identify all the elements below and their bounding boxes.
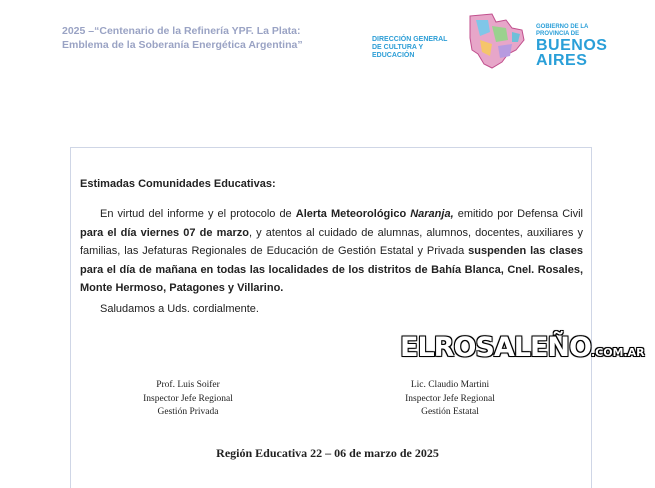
body-alert: Alerta Meteorológico: [295, 208, 411, 220]
letter-body: [80, 205, 583, 298]
signature-area: Gestión Privada: [157, 407, 219, 417]
letter-frame: [70, 147, 592, 488]
watermark-text: ELROSALEÑO: [400, 332, 591, 363]
body-text-1: En virtud del informe y el protocolo de: [100, 208, 296, 220]
body-date: para el día viernes 07 de marzo: [80, 226, 249, 239]
dgce-line-3: EDUCACIÓN: [372, 52, 415, 59]
header-motto: [62, 24, 342, 52]
signature-left: [118, 379, 258, 420]
gob-line-3: BUENOS: [536, 37, 608, 54]
greeting: Estimadas Comunidades Educativas:: [80, 178, 276, 190]
body-alert-level: Naranja,: [410, 208, 454, 220]
body-text-3: , y atentos al cuidado de alumnas, alumnos, docentes, auxiliares y familias, las Jefaturas Regionales de Educación de Gestión Estatal y Privada: [80, 226, 584, 257]
signature-area: Gestión Estatal: [421, 407, 479, 417]
gob-line-1: GOBIERNO DE LA: [536, 24, 589, 30]
signature-right: [380, 379, 520, 420]
signature-role: Inspector Jefe Regional: [143, 393, 233, 404]
dgce-logo-text: [372, 36, 464, 60]
gobierno-buenos-aires-logo: [536, 24, 607, 68]
signature-name: Prof. Luis Soifer: [156, 380, 220, 390]
dgce-line-1: DIRECCIÓN GENERAL: [372, 36, 448, 43]
motto-line-1: 2025 –“Centenario de la Refinería YPF. La Plata:: [62, 25, 301, 37]
gob-line-2: PROVINCIA DE: [536, 31, 580, 37]
buenos-aires-map-icon: [462, 10, 532, 72]
body-suspension: suspenden las clases para el día de mañana en todas las localidades de los distritos de Bahía Blanca, Cnel. Rosales, Monte Hermoso, Patagones y Villarino.: [80, 245, 583, 294]
footer-region-date: Región Educativa 22 – 06 de marzo de 2025: [216, 446, 439, 460]
watermark-domain: .COM.AR: [590, 346, 645, 359]
body-text-2: emitido por Defensa Civil: [453, 208, 583, 220]
signature-role: Inspector Jefe Regional: [405, 393, 495, 404]
motto-line-2: Emblema de la Soberanía Energética Argentina”: [62, 39, 303, 51]
signature-name: Lic. Claudio Martini: [410, 380, 490, 390]
watermark: [400, 332, 645, 363]
dgce-line-2: DE CULTURA Y: [372, 44, 424, 51]
gob-line-4: AIRES: [536, 52, 588, 69]
closing: Saludamos a Uds. cordialmente.: [100, 303, 259, 315]
